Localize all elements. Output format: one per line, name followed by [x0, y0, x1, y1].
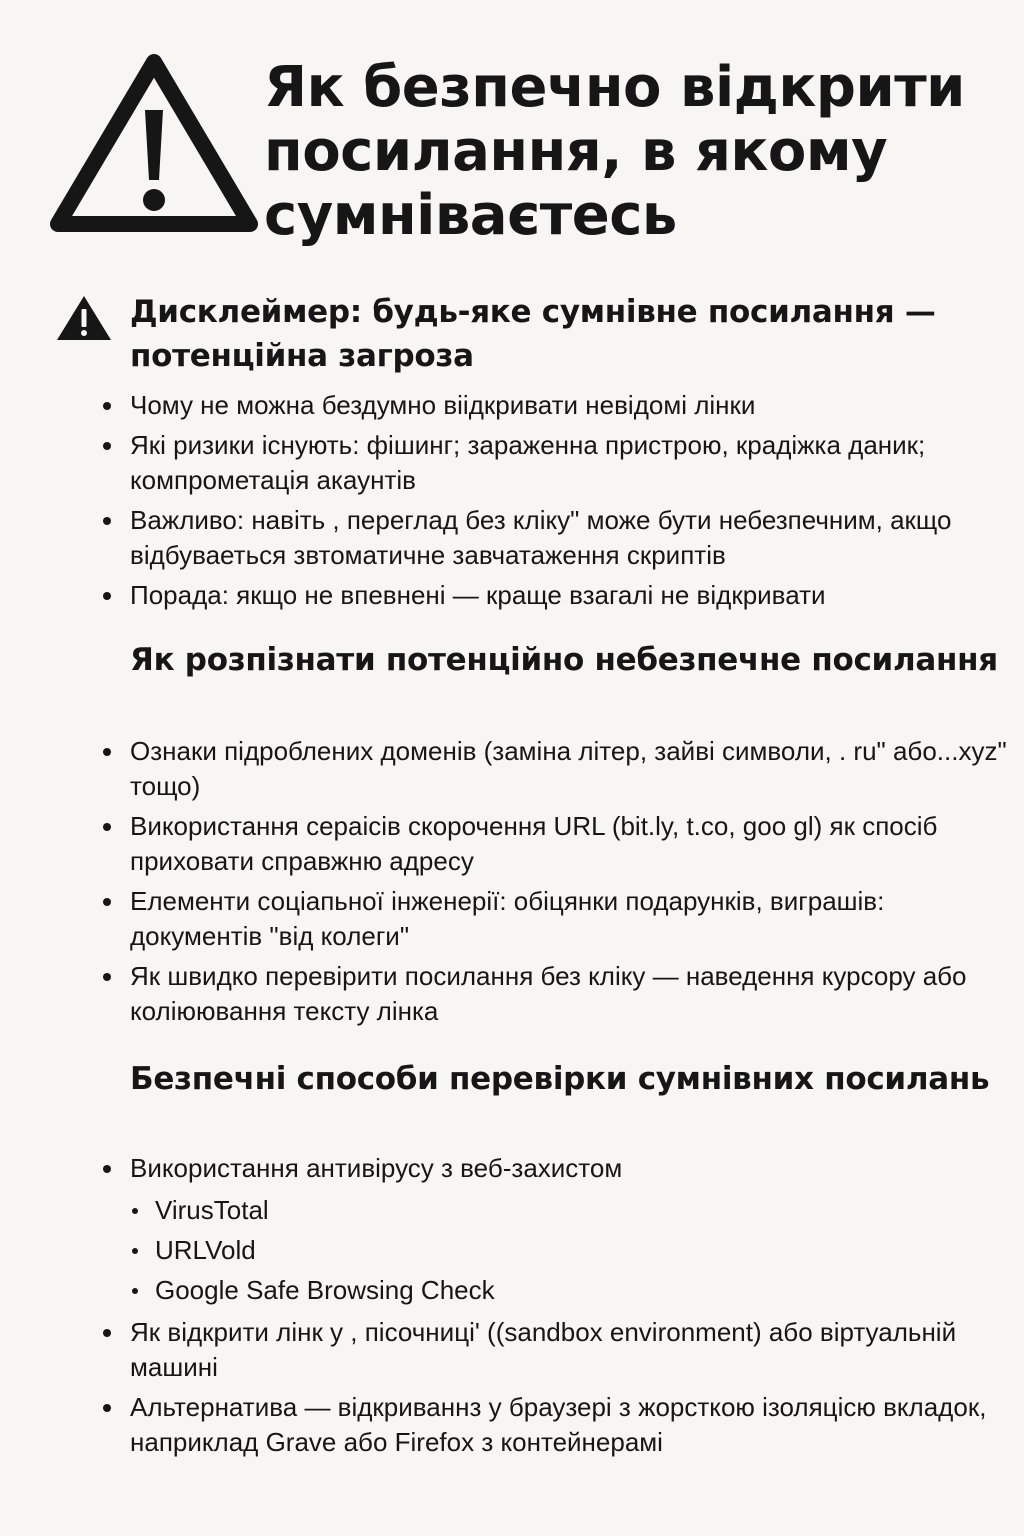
list-item: Важливо: навіть , переглад без кліку" може бути небезпечним, акщо відбуваеться звтоматичне завчатаження скриптів	[0, 503, 1024, 573]
bullet-list	[0, 1151, 1024, 1465]
list-item: Використання сераісів скорочення URL (bit.ly, t.co, goo gl) як спосіб приховати справжню адресу	[0, 809, 1024, 879]
list-item: Чому не можна бездумно віідкривати невідомі лінки	[0, 388, 1024, 423]
warning-triangle-icon	[56, 294, 112, 342]
list-item: Порада: якщо не впевнені — краще взагалі не відкривати	[0, 578, 1024, 613]
list-item-text: Використання антивірусу з веб-захистом	[130, 1153, 623, 1183]
page-title: Як безпечно відкрити посилання, в якому сумніваєтесь	[264, 55, 965, 248]
list-item: Як швидко перевірити посилання без кліку — наведення курсору або коліюювання тексту лінка	[0, 959, 1024, 1029]
sub-list-item: URLVold	[0, 1230, 1010, 1270]
list-item: Як відкрити лінк у , пісочниці' ((sandbox environment) або віртуальній машині	[0, 1315, 1024, 1385]
warning-triangle-icon	[44, 48, 264, 238]
section-heading: Безпечні способи перевірки сумнівних посилань	[130, 1061, 990, 1097]
list-item: Елементи соціапьної інженерії: обіцянки подарунків, виграшів: документів "від колеги"	[0, 884, 1024, 954]
sub-list-item: Google Safe Browsing Check	[0, 1270, 1010, 1310]
sub-list-item: VirusTotal	[0, 1190, 1010, 1230]
section-heading: Дисклеймер: будь-яке сумнівне посилання — потенційна загроза	[130, 294, 936, 374]
list-item: Ознаки підроблених доменів (заміна літер, зайві символи, . ru" або...xyz" тощо)	[0, 734, 1024, 804]
bullet-list	[0, 388, 1024, 618]
list-item: Які ризики існують: фішинг; зараженна пристрою, крадіжка даник; компрометація акаунтів	[0, 428, 1024, 498]
list-item: Альтернатива — відкриваннз у браузері з жорсткою ізоляцісю вкладок, наприклад Grave або Firefox з контейнерамі	[0, 1390, 1024, 1460]
bullet-list	[0, 734, 1024, 1034]
list-item	[0, 1151, 1024, 1310]
sub-list	[0, 1190, 1010, 1310]
section-heading: Як розпізнати потенційно небезпечне посилання	[130, 642, 998, 678]
